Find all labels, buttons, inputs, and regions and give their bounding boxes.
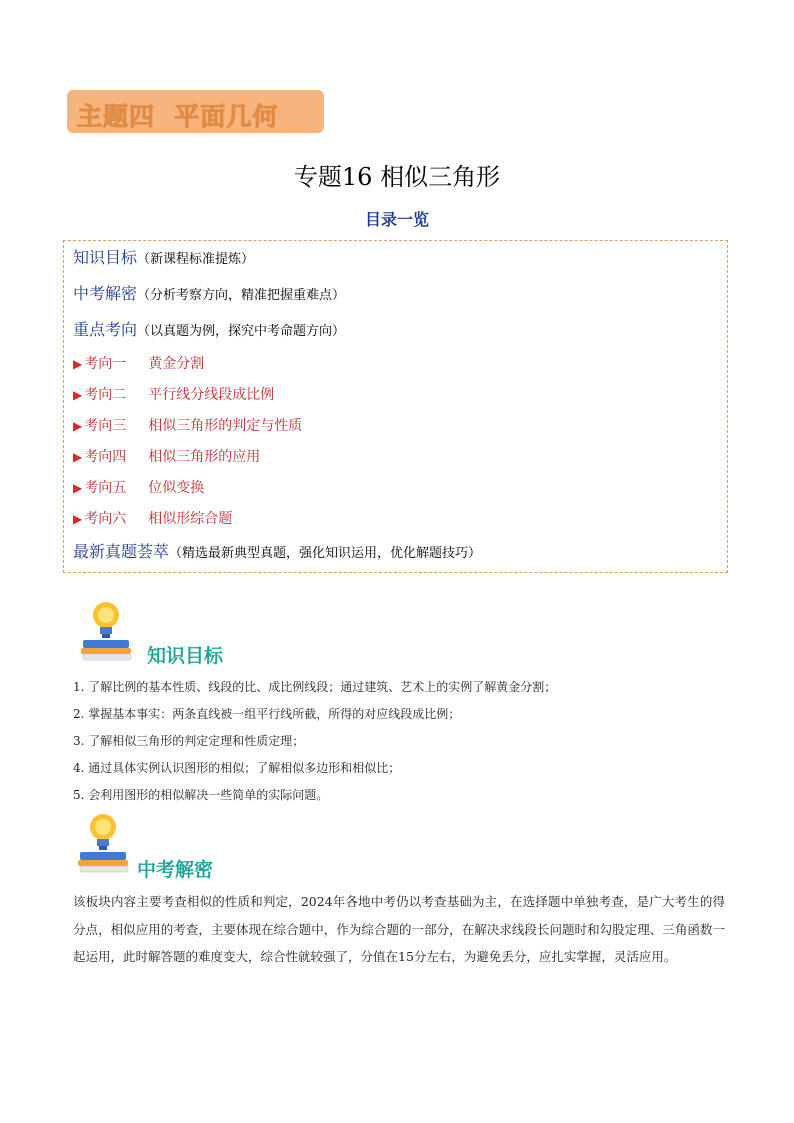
triangle-bullet-icon: ▶	[73, 450, 83, 464]
list-item: 3. 了解相似三角形的判定定理和性质定理；	[73, 734, 305, 748]
toc-direction-6[interactable]	[73, 508, 232, 528]
toc-item-latest[interactable]	[73, 539, 481, 562]
toc-item-exam[interactable]	[73, 281, 345, 304]
topic-banner	[67, 90, 324, 133]
section-title-knowledge: 知识目标	[147, 645, 224, 667]
direction-label: 考向二	[84, 387, 127, 403]
direction-title: 相似三角形的应用	[148, 449, 261, 465]
toc-item-note: （精选最新典型真题，强化知识运用，优化解题技巧）	[169, 546, 482, 561]
lightbulb-books-icon	[78, 600, 138, 662]
list-item: 1. 了解比例的基本性质、线段的比、成比例线段；通过建筑、艺术上的实例了解黄金分割；	[73, 680, 557, 694]
list-item: 4. 通过具体实例认识图形的相似；了解相似多边形和相似比；	[73, 761, 401, 775]
toc-item-note: （以真题为例，探究中考命题方向）	[137, 324, 346, 339]
triangle-bullet-icon: ▶	[73, 357, 83, 371]
triangle-bullet-icon: ▶	[73, 419, 83, 433]
toc-item-knowledge[interactable]	[73, 245, 254, 268]
exam-paragraph: 该板块内容主要考查相似的性质和判定，2024年各地中考仍以考查基础为主，在选择题中单独考查，是广大考生的得分点，相似应用的考查，主要体现在综合题中，作为综合题的一部分，在解决求线段长问题时和勾股定理、三角函数一起运用，此时解答题的难度变大，综合性就较强了，分值在15分左右，为避免丢分，应扎实掌握，灵活应用。	[73, 894, 725, 964]
toc-direction-2[interactable]	[73, 384, 274, 404]
table-of-contents	[63, 240, 728, 573]
section-title-exam: 中考解密	[137, 859, 214, 881]
toc-heading: 目录一览	[364, 210, 429, 229]
toc-item-focus[interactable]	[73, 317, 345, 340]
triangle-bullet-icon: ▶	[73, 512, 83, 526]
toc-direction-1[interactable]	[73, 353, 204, 373]
direction-label: 考向四	[84, 449, 127, 465]
toc-item-note: （分析考察方向，精准把握重难点）	[137, 288, 346, 303]
triangle-bullet-icon: ▶	[73, 481, 83, 495]
topic-banner-text: 主题四 平面几何	[77, 102, 279, 131]
page-title: 专题16 相似三角形	[293, 163, 501, 191]
direction-title: 黄金分割	[148, 356, 205, 372]
toc-item-label: 重点考向	[73, 320, 138, 339]
direction-title: 相似三角形的判定与性质	[148, 418, 303, 434]
direction-title: 相似形综合题	[148, 511, 233, 527]
direction-label: 考向五	[84, 480, 127, 496]
toc-item-label: 知识目标	[73, 248, 138, 267]
direction-label: 考向一	[84, 356, 127, 372]
direction-label: 考向六	[84, 511, 127, 527]
direction-label: 考向三	[84, 418, 127, 434]
lightbulb-books-icon	[75, 812, 135, 874]
toc-item-note: （新课程标准提炼）	[137, 252, 255, 267]
list-item: 2. 掌握基本事实：两条直线被一组平行线所截，所得的对应线段成比例；	[73, 707, 461, 721]
triangle-bullet-icon: ▶	[73, 388, 83, 402]
toc-direction-5[interactable]	[73, 477, 204, 497]
toc-item-label: 最新真题荟萃	[73, 542, 170, 561]
toc-direction-3[interactable]	[73, 415, 302, 435]
list-item: 5. 会利用图形的相似解决一些简单的实际问题。	[73, 788, 329, 802]
direction-title: 位似变换	[148, 480, 205, 496]
direction-title: 平行线分线段成比例	[148, 387, 275, 403]
toc-direction-4[interactable]	[73, 446, 260, 466]
toc-item-label: 中考解密	[73, 284, 138, 303]
